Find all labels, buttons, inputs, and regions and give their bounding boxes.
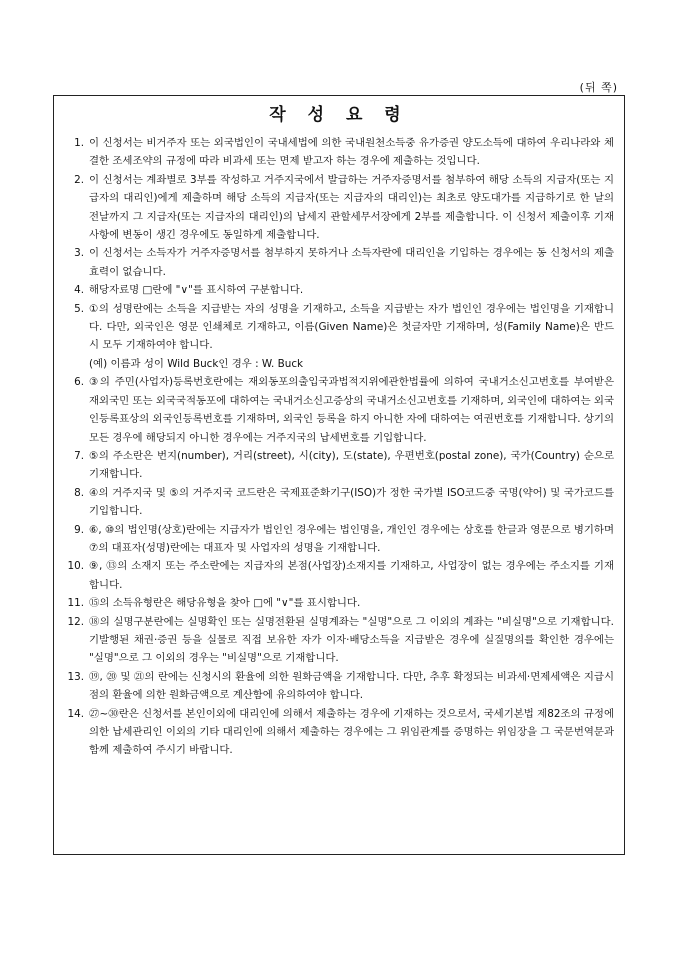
instructions-box <box>53 95 625 855</box>
instruction-text: 이 신청서는 비거주자 또는 외국법인이 국내세법에 의한 국내원천소득중 유가증권 양도소득에 대하여 우리나라와 체결한 조세조약의 규정에 따라 비과세 또는 면제 받고자 하는 경우에 제출하는 것입니다. <box>89 137 614 168</box>
instruction-item <box>62 668 614 705</box>
instruction-number: 1. <box>74 137 84 149</box>
instruction-text: 이 신청서는 소득자가 거주자증명서를 첨부하지 못하거나 소득자란에 대리인을 기입하는 경우에는 동 신청서의 제출효력이 없습니다. <box>89 247 614 278</box>
document-title: 작 성 요 령 <box>269 105 409 125</box>
instruction-item <box>62 134 614 171</box>
instruction-text: ③의 주민(사업자)등록번호란에는 재외동포의출입국과법적지위에관한법률에 의하여 국내거소신고번호를 부여받은 재외국민 또는 외국국적동포에 대하여는 국내거소신고증상의 국내거소신고번호를 기재하며, 외국인에 대하여는 외국인등록표상의 외국인등록번호를 기재하며, 외국인 등록을 하지 아니한 자에 대하여는 여권번호를 기재합니다. 상기의 모든 경우에 해당되지 아니한 경우에는 거주지국의 납세번호를 기입합니다. <box>89 376 614 444</box>
instruction-text: ⑥, ⑩의 법인명(상호)란에는 지급자가 법인인 경우에는 법인명을, 개인인 경우에는 상호를 한글과 영문으로 병기하며 ⑦의 대표자(성명)란에는 대표자 및 사업자의 성명을 기재합니다. <box>89 523 614 554</box>
instruction-item <box>62 373 614 447</box>
instruction-item <box>62 171 614 245</box>
instruction-item <box>62 705 614 760</box>
instruction-text: 이 신청서는 계좌별로 3부를 작성하고 거주지국에서 발급하는 거주자증명서를 첨부하여 해당 소득의 지급자(또는 지급자의 대리인)에게 제출하며 해당 소득의 지급자(또는 지급자의 대리인)는 최초로 양도대가를 지급하기로 한 날의 전날까지 그 지급자(또는 지급자의 대리인)의 납세지 관할세무서장에게 2부를 제출합니다. 이 신청서 제출이후 기재사항에 변동이 생긴 경우에도 동일하게 제출합니다. <box>89 173 614 242</box>
instruction-text: ⑨, ⑬의 소재지 또는 주소란에는 지급자의 본점(사업장)소재지를 기재하고, 사업장이 없는 경우에는 주소지를 기재합니다. <box>89 560 614 591</box>
instruction-number: 13. <box>67 670 84 683</box>
instruction-item <box>62 521 614 558</box>
instruction-number: 12. <box>67 615 84 628</box>
instruction-number: 14. <box>67 707 84 720</box>
instruction-number: 11. <box>67 597 84 610</box>
instruction-text: ⑱의 실명구분란에는 실명확인 또는 실명전환된 실명계좌는 "실명"으로 그 이외의 계좌는 "비실명"으로 기재합니다. 기발행된 채권·증권 등을 실물로 직접 보유한 자가 이자·배당소득을 지급받은 경우에 실질명의를 확인한 경우에는 "실명"으로 그 이외의 경우는 "비실명"으로 기재합니다. <box>89 615 614 665</box>
instruction-number: 6. <box>74 376 84 389</box>
instruction-number: 3. <box>74 247 84 260</box>
instruction-text: ⑲, ⑳ 및 ㉑의 란에는 신청시의 환율에 의한 원화금액을 기재합니다. 다만, 추후 확정되는 비과세·면제세액은 지급시점의 환율에 의한 원화금액으로 계산함에 유의하여야 합니다. <box>89 670 614 702</box>
instruction-item <box>62 447 614 484</box>
instruction-number: 7. <box>74 449 84 462</box>
instruction-text: ①의 성명란에는 소득을 지급받는 자의 성명을 기재하고, 소득을 지급받는 자가 법인인 경우에는 법인명을 기재합니다. 다만, 외국인은 영문 인쇄체로 기재하고, 이름(Given Name)은 첫글자만 기재하며, 성(Family Name)은 반드시 모두 기재하여야 합니다. (예) 이름과 성이 Wild Buck인 경우 : W. Buck <box>89 302 614 370</box>
instruction-number: 2. <box>74 173 84 186</box>
instruction-text: 해당자료명 □란에 "∨"를 표시하여 구분합니다. <box>89 284 304 297</box>
instruction-item <box>62 484 614 521</box>
instruction-number: 9. <box>74 523 84 536</box>
instruction-text: ④의 거주지국 및 ⑤의 거주지국 코드란은 국제표준화기구(ISO)가 정한 국가별 ISO코드중 국명(약어) 및 국가코드를 기입합니다. <box>89 486 614 518</box>
instruction-text: ⑤의 주소란은 번지(number), 거리(street), 시(city), 도(state), 우편번호(postal zone), 국가(Country) 순으로 기재합니다. <box>89 449 614 481</box>
instruction-text: ㉗~㉚란은 신청서를 본인이외에 대리인에 의해서 제출하는 경우에 기재하는 것으로서, 국세기본법 제82조의 규정에 의한 납세관리인 이외의 기타 대리인에 의해서 제출하는 경우에는 그 위임관계를 증명하는 위임장을 그 국문번역문과 함께 제출하여 주시기 바랍니다. <box>89 707 614 757</box>
instruction-text: ⑮의 소득유형란은 해당유형을 찾아 □에 "∨"를 표시합니다. <box>89 597 361 610</box>
instruction-item <box>62 300 614 374</box>
instruction-number: 10. <box>67 560 84 573</box>
instruction-item <box>62 557 614 594</box>
instruction-item <box>62 613 614 668</box>
page-side-label: (뒤 쪽) <box>579 81 618 94</box>
instruction-number: 4. <box>74 284 84 297</box>
instruction-number: 8. <box>74 486 84 499</box>
instruction-list <box>54 130 624 760</box>
instruction-number: 5. <box>74 302 84 315</box>
instruction-item <box>62 244 614 281</box>
instruction-item <box>62 281 614 299</box>
instruction-item <box>62 594 614 612</box>
